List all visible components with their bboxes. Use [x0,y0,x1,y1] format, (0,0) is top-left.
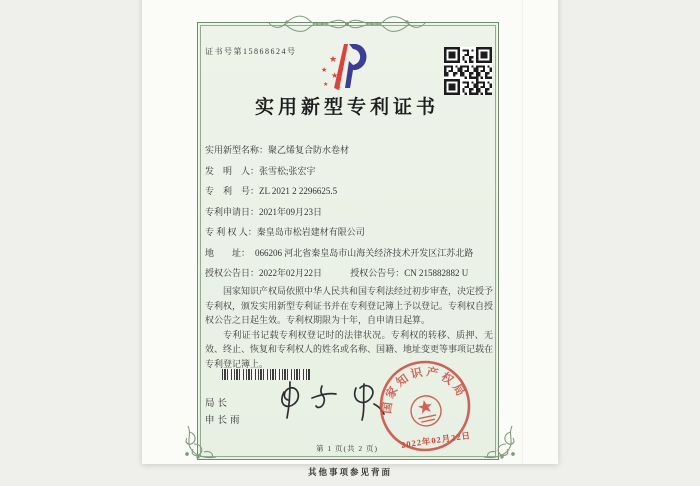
certificate-fields [205,140,497,284]
director-role: 局长 [205,399,231,409]
back-side-note: 其他事项参见背面 [307,467,392,477]
seal-text: 国家知识产权局 [381,366,468,415]
seal-date: 2022年02月22日 [400,430,472,450]
field-label: 专 利 号： [205,186,260,196]
svg-text:★: ★ [335,84,342,92]
svg-text:★: ★ [323,82,329,88]
qr-code-icon [444,47,492,95]
field-value: 066206 河北省秦皇岛市山海关经济技术开发区江苏北路 [255,247,474,258]
field-label: 发 明 人： [205,165,260,176]
cnipa-patent-logo-icon [317,40,377,98]
grant-date-value: 2022年02月22日 [259,268,323,278]
svg-text:★: ★ [331,71,339,80]
field-grant-announcement [205,263,497,284]
grant-date-label: 授权公告日： [205,268,260,278]
field-value: 秦皇岛市松岩建材有限公司 [256,227,365,237]
legal-paragraph-2: 专利证书记载专利权登记时的法律状况。专利权的转移、质押、无效、终止、恢复和专利权人的姓名或名称、国籍、地址变更等事项记载在专利登记簿上。 [205,329,494,369]
field-utility-model-name [205,140,497,161]
field-value: 张雪松;张宏宇 [259,165,316,176]
director-name: 申长雨 [205,416,243,426]
page-number: 第 1 页(共 2 页) [316,444,378,453]
svg-text:★: ★ [321,66,328,74]
certificate-title: 实用新型专利证书 [254,97,439,118]
field-address [205,243,497,264]
seal-national-emblem [408,393,444,429]
paper-fold-line [522,0,523,464]
field-label: 专 利 权 人： [205,227,257,237]
certificate-paper [142,0,558,464]
field-value: ZL 2021 2 2296625.5 [259,186,338,196]
field-value: 2021年09月23日 [259,206,323,217]
field-application-date [205,202,497,223]
director-block [205,396,243,430]
field-label: 地 址： [205,247,251,258]
svg-text:★: ★ [329,54,338,64]
field-label: 实用新型名称： [205,145,269,155]
field-patentee [205,222,497,243]
field-patent-number [205,181,497,202]
field-label: 专利申请日： [205,206,260,217]
top-flourish-ornament-icon [267,8,427,38]
field-value: 聚乙烯复合防水卷材 [268,145,350,155]
grant-no-label: 授权公告号： [350,268,405,278]
grant-no-value: CN 215882882 U [404,268,469,278]
legal-paragraph-1: 国家知识产权局依照中华人民共和国专利法经过初步审查，决定授予专利权，颁发实用新型专利证书并在专利登记簿上予以登记。专利权自授权公告之日起生效。专利权期限为十年，自申请日起算。 [205,286,494,325]
field-inventors [205,161,497,182]
certificate-number: 证书号第15868624号 [205,47,297,56]
